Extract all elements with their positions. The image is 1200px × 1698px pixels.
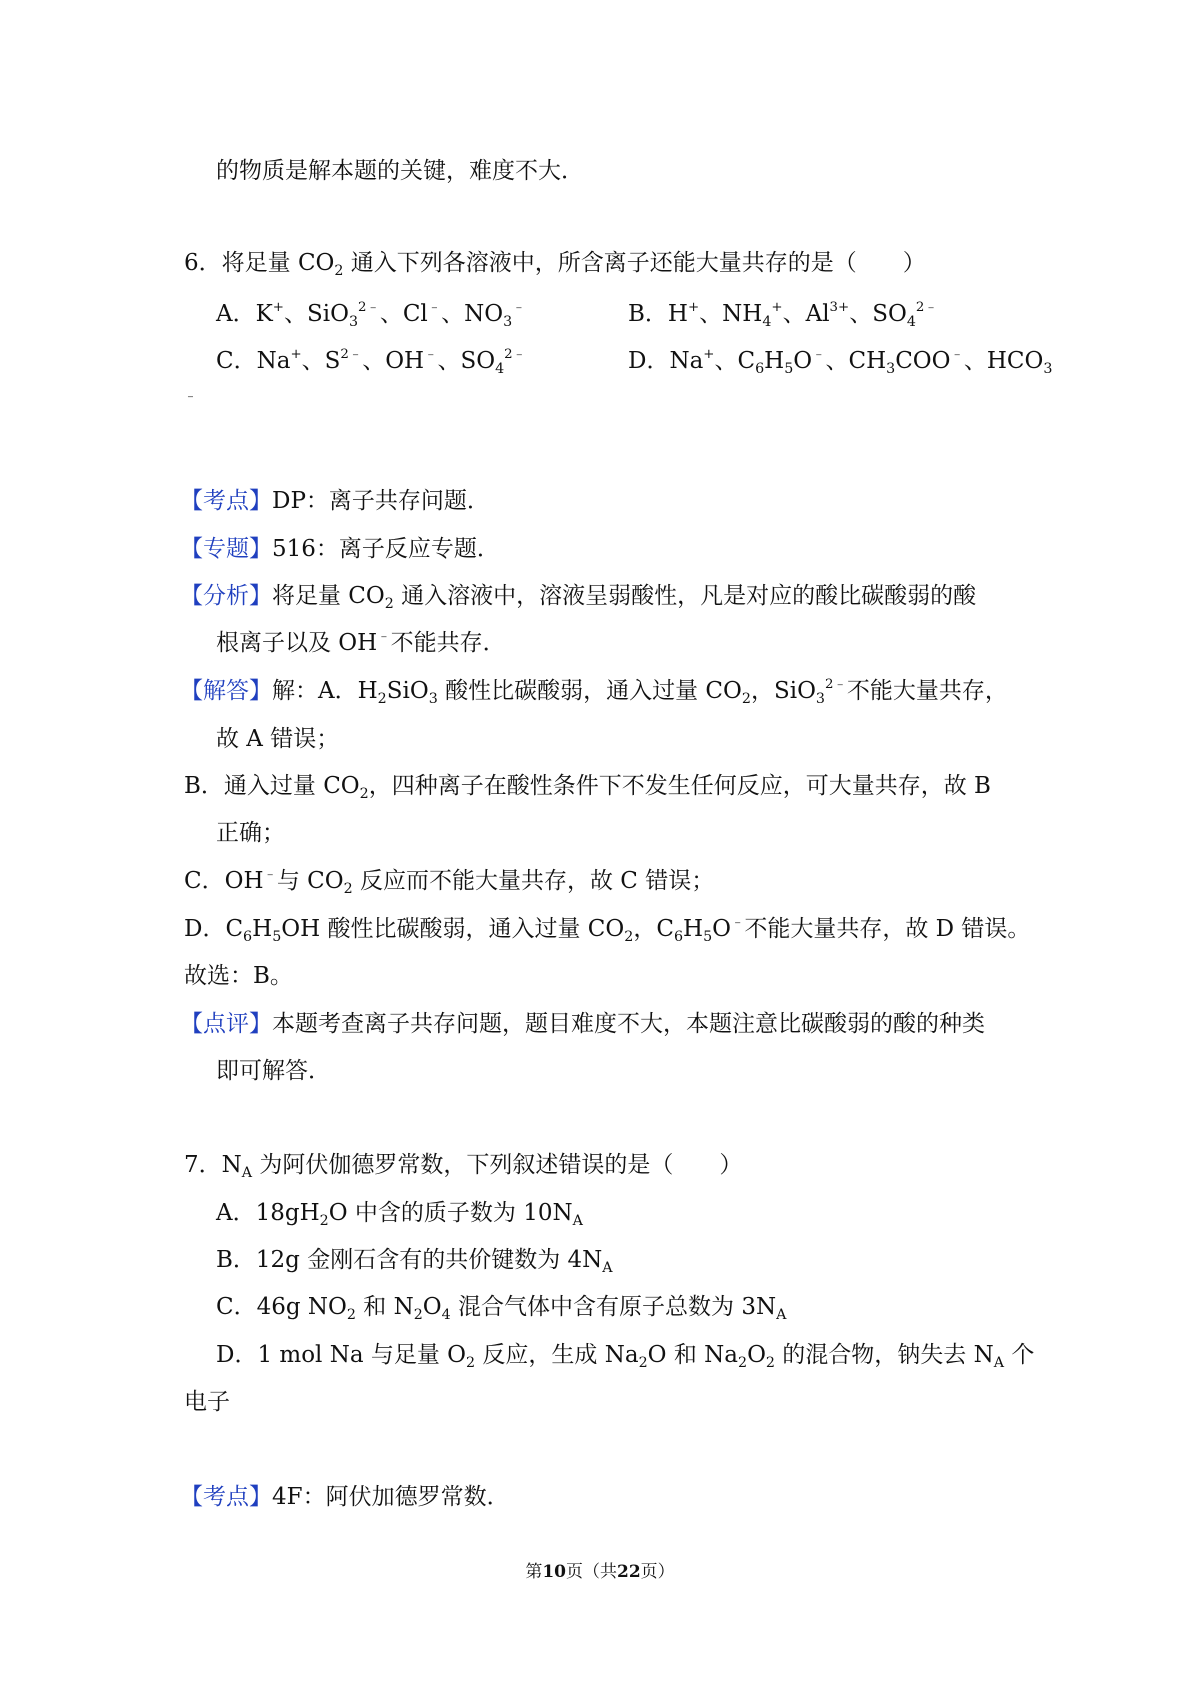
question-7-option-b: B．12g 金刚石含有的共价键数为 $4N_A$	[216, 1247, 613, 1276]
question-7-stem: 7．$N_A$ 为阿伏伽德罗常数，下列叙述错误的是（ ）	[184, 1152, 743, 1181]
question-6-option-c: C．Na+、$S^{2﹣}$、OH﹣、$SO_4^{2﹣}$	[216, 347, 526, 377]
a6-fenxi-line2: 根离子以及 OH﹣不能共存．	[216, 629, 506, 656]
tag-zhuanti: 【专题】	[180, 536, 272, 562]
a6-option-d: D．$C_6H_5OH$ 酸性比碳酸弱，通入过量 $CO_2$，$C_6H_5O^﹣$不能大量共存，故 D 错误。	[184, 915, 1031, 945]
a6-choice: 故选：B。	[184, 963, 293, 989]
a6-kaodian: 【考点】DP：离子共存问题．	[180, 488, 490, 514]
question-6-option-d: D．Na+、$C_6H_5O^﹣$、$CH_3COO^﹣$、$HCO_3$	[628, 347, 1053, 377]
a6-jieda-line2: 故 A 错误；	[216, 726, 340, 752]
tag-kaodian: 【考点】	[180, 488, 272, 514]
question-7-option-c: C．46g $NO_2$ 和 $N_2O_4$ 混合气体中含有原子总数为 $3N_A$	[216, 1294, 787, 1323]
a6-option-b-line1: B．通入过量 $CO_2$，四种离子在酸性条件下不发生任何反应，可大量共存，故 B	[184, 773, 991, 802]
prev-answer-tail: 的物质是解本题的关键，难度不大．	[216, 158, 584, 184]
page-footer: 第10页（共22页）	[525, 1562, 675, 1582]
question-7-option-d-wrap: 电子	[184, 1389, 230, 1415]
question-7-option-d: D．1 mol Na 与足量 $O_2$ 反应，生成 $Na_2O$ 和 $Na_2O_2$ 的混合物，钠失去 $N_A$ 个	[216, 1342, 1035, 1371]
a6-option-b-line2: 正确；	[216, 820, 285, 846]
a6-jieda-line1: 【解答】解：A．$H_2SiO_3$ 酸性比碳酸弱，通入过量 $CO_2$，SiO$_3^{2﹣}$不能大量共存，	[180, 677, 1008, 707]
question-6-option-b: B．H+、$NH_4^+$、$Al^{3+}$、$SO_4^{2﹣}$	[628, 300, 938, 330]
a6-dianping-line2: 即可解答．	[216, 1058, 331, 1084]
tag-kaodian-7: 【考点】	[180, 1484, 272, 1510]
question-7-option-a: A．$18gH_2O$ 中含的质子数为 $10N_A$	[216, 1200, 583, 1229]
question-6-option-d-wrap: ﹣	[184, 389, 198, 404]
a6-option-c: C．OH﹣与 $CO_2$ 反应而不能大量共存，故 C 错误；	[184, 867, 715, 897]
a6-dianping-line1: 【点评】本题考查离子共存问题，题目难度不大，本题注意比碳酸弱的酸的种类	[180, 1011, 985, 1037]
a7-kaodian: 【考点】4F：阿伏加德罗常数．	[180, 1484, 510, 1510]
a6-fenxi-line1: 【分析】将足量 $CO_2$ 通入溶液中，溶液呈弱酸性，凡是对应的酸比碳酸弱的酸	[180, 583, 977, 612]
a6-zhuanti: 【专题】516：离子反应专题．	[180, 536, 500, 562]
tag-fenxi: 【分析】	[180, 583, 272, 609]
question-6-option-a: A．K+、SiO$_3^{2﹣}$、Cl﹣、$NO_3^﹣$	[216, 300, 526, 330]
question-6-stem: 6．将足量 $CO_2$ 通入下列各溶液中，所含离子还能大量共存的是（ ）	[184, 250, 926, 279]
tag-dianping: 【点评】	[180, 1011, 272, 1037]
tag-jieda: 【解答】	[180, 678, 272, 704]
